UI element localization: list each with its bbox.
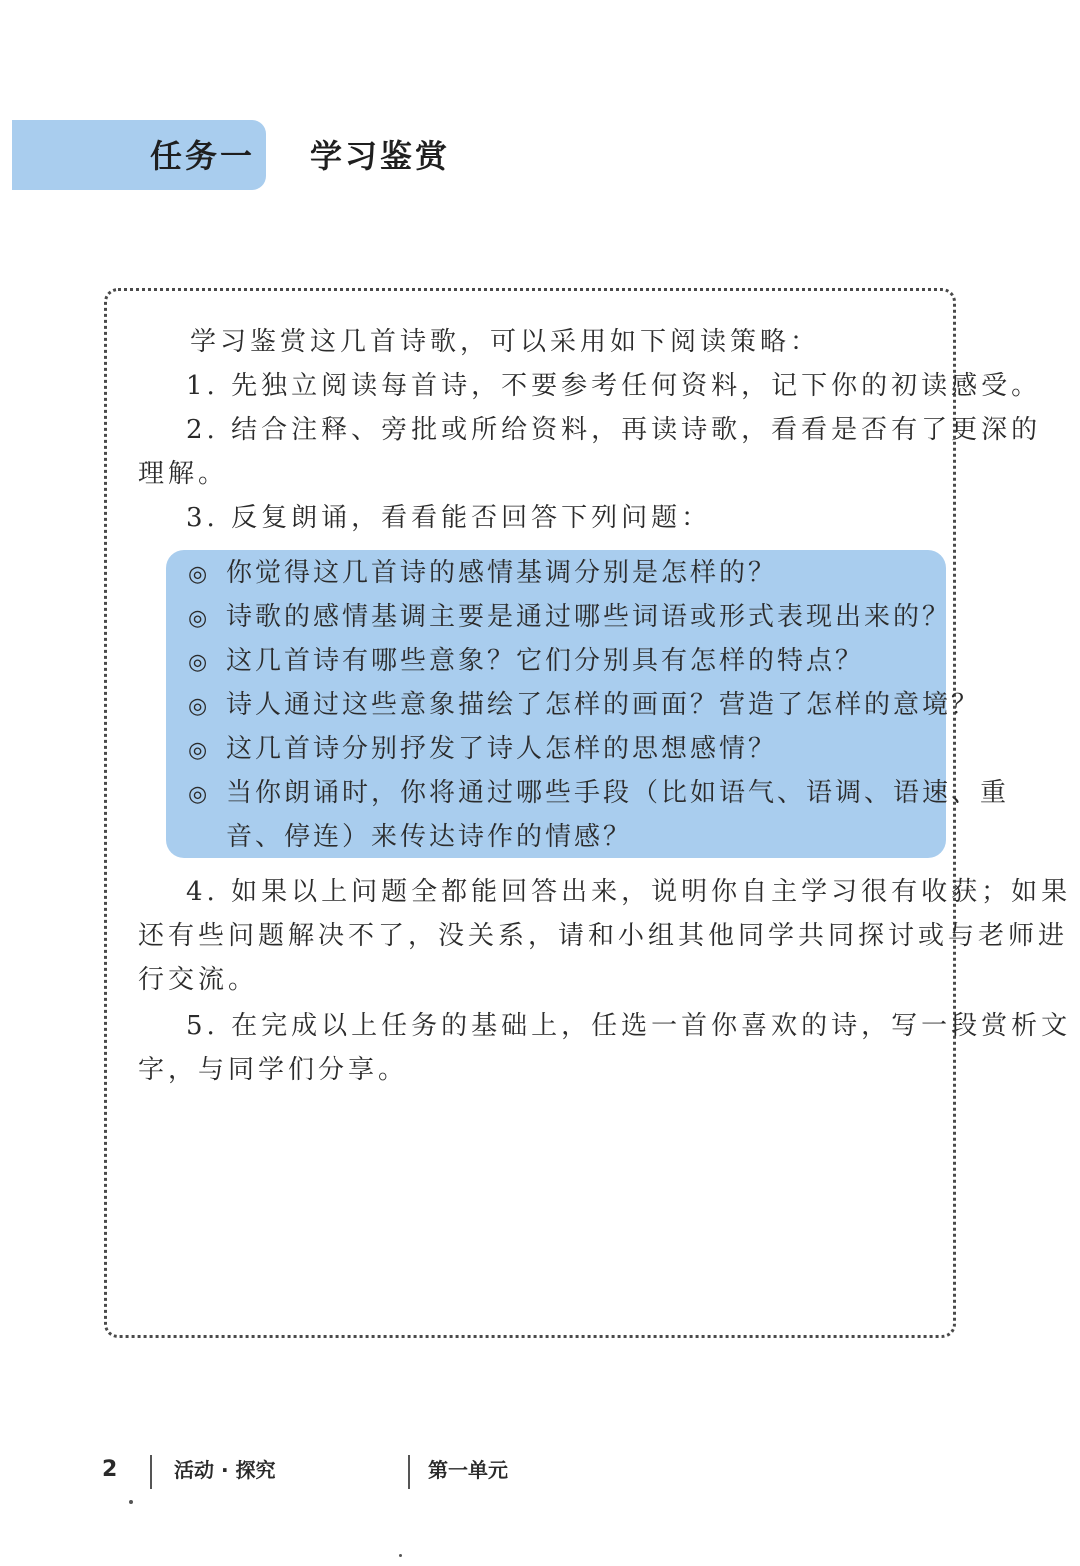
page-number: 2 bbox=[102, 1457, 118, 1482]
bullet-circle-icon: ◎ bbox=[188, 782, 208, 807]
bullet-circle-icon: ◎ bbox=[188, 606, 208, 631]
step-2-text-line2: 理解。 bbox=[138, 459, 229, 489]
step-5-text-line2: 字，与同学们分享。 bbox=[138, 1055, 409, 1085]
question-item bbox=[188, 777, 1009, 811]
task-title: 学习鉴赏 bbox=[310, 137, 451, 175]
step-1-text: 1. 先独立阅读每首诗，不要参考任何资料，记下你的初读感受。 bbox=[186, 371, 1042, 401]
question-text: 这几首诗分别抒发了诗人怎样的思想感情？ bbox=[226, 734, 778, 764]
question-text: 诗人通过这些意象描绘了怎样的画面？营造了怎样的意境？ bbox=[226, 690, 981, 720]
question-text: 这几首诗有哪些意象？它们分别具有怎样的特点？ bbox=[226, 646, 865, 676]
step-5-text-line1: 5. 在完成以上任务的基础上，任选一首你喜欢的诗，写一段赏析文 bbox=[186, 1011, 1072, 1041]
step-3-text: 3. 反复朗诵，看看能否回答下列问题： bbox=[186, 503, 712, 533]
page-speck bbox=[129, 1500, 133, 1504]
question-text: 你觉得这几首诗的感情基调分别是怎样的？ bbox=[226, 558, 778, 588]
question-item bbox=[188, 689, 980, 723]
step-2-text-line1: 2. 结合注释、旁批或所给资料，再读诗歌，看看是否有了更深的 bbox=[186, 415, 1042, 445]
question-text-continuation: 音、停连）来传达诗作的情感？ bbox=[226, 822, 633, 852]
page-speck bbox=[399, 1554, 402, 1557]
step-4-text-line2: 还有些问题解决不了，没关系，请和小组其他同学共同探讨或与老师进 bbox=[138, 921, 1069, 951]
question-item bbox=[188, 733, 777, 767]
question-item bbox=[188, 557, 777, 591]
bullet-circle-icon: ◎ bbox=[188, 562, 208, 587]
step-4-text-line1: 4. 如果以上问题全都能回答出来，说明你自主学习很有收获；如果 bbox=[186, 877, 1072, 907]
bullet-circle-icon: ◎ bbox=[188, 738, 208, 763]
bullet-circle-icon: ◎ bbox=[188, 694, 208, 719]
question-item bbox=[188, 645, 864, 679]
question-item bbox=[188, 601, 951, 635]
footer-divider bbox=[408, 1455, 410, 1489]
question-text: 诗歌的感情基调主要是通过哪些词语或形式表现出来的？ bbox=[226, 602, 952, 632]
intro-text: 学习鉴赏这几首诗歌，可以采用如下阅读策略： bbox=[190, 327, 821, 357]
footer-section: 活动 · 探究 bbox=[174, 1458, 276, 1482]
bullet-circle-icon: ◎ bbox=[188, 650, 208, 675]
task-label: 任务一 bbox=[150, 137, 256, 175]
footer-divider bbox=[150, 1455, 152, 1489]
step-4-text-line3: 行交流。 bbox=[138, 965, 259, 995]
footer-unit: 第一单元 bbox=[428, 1458, 508, 1482]
question-text: 当你朗诵时，你将通过哪些手段（比如语气、语调、语速、重 bbox=[226, 778, 1010, 808]
